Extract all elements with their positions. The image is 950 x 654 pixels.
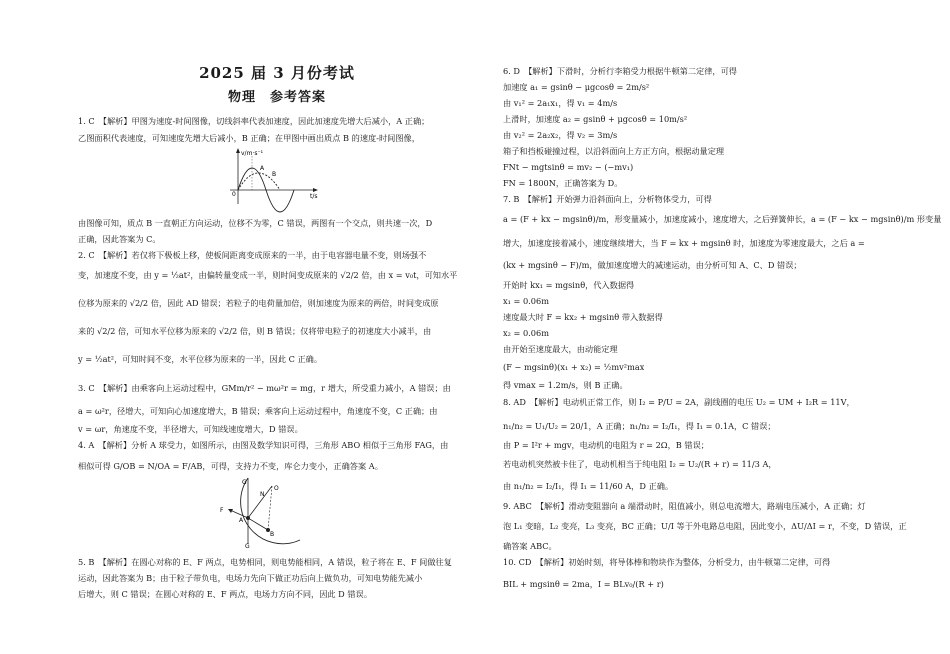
right-line: 6. D 【解析】下滑时，分析行李箱受力根据牛顿第二定律，可得 (503, 66, 737, 76)
page-subtitle: 物理 参考答案 (227, 90, 326, 105)
right-line: FNt − mgtsinθ = mv₂ − (−mv₁) (503, 162, 634, 172)
left-line: 由图像可知，质点 B 一直朝正方向运动，位移不为零，C 错误，两图有一个交点，则共速一次，D (78, 218, 433, 228)
fig2-label-a: A (239, 517, 244, 524)
right-line: 7. B 【解析】开始弹力沿斜面向上，分析物体受力，可得 (503, 194, 712, 204)
right-line: 由开始至速度最大，由动能定理 (503, 344, 618, 354)
right-line: a = (F + kx − mgsinθ)/m，形变量减小，加速度减小，速度增大，之后弹簧伸长，a = (F − kx − mgsinθ)/m 形变量 (503, 214, 942, 224)
left-line: 乙图面积代表速度，可知速度先增大后减小，B 正确；在甲图中画出质点 B 的速度-时间图像， (78, 133, 420, 143)
velocity-time-figure (228, 146, 328, 216)
right-line: 确答案 ABC。 (503, 541, 557, 551)
left-line: 3. C 【解析】由乘客向上运动过程中，GMm/r² − mω²r = mg，r 增大，所受重力减小，A 错误；由 (78, 383, 451, 393)
left-line: 正确，因此答案为 C。 (78, 234, 161, 244)
right-line: (F − mgsinθ)(x₁ + x₂) = ½mv²max (503, 362, 645, 372)
left-line: y = ½at²，可知时间不变，水平位移为原来的一半，因此 C 正确。 (78, 354, 323, 364)
right-line: 加速度 a₁ = gsinθ − μgcosθ = 2m/s² (503, 82, 650, 92)
fig1-origin: 0 (232, 191, 236, 198)
left-line: 来的 √2/2 倍，可知水平位移为原来的 √2/2 倍，则 B 错误；仅将带电粒子的初速度大小减半，由 (78, 326, 432, 336)
right-line: (kx + mgsinθ − F)/m，做加速度增大的减速运动，由分析可知 A、C、D 错误； (503, 260, 802, 270)
right-line: BIL + mgsinθ = 2ma，I = BLv₀/(R + r) (503, 579, 664, 589)
fig2-label-g-top: G (242, 479, 247, 486)
fig2-label-n: N (260, 491, 265, 498)
right-line: x₂ = 0.06m (503, 328, 549, 338)
right-line: 由 n₁/n₂ = I₂/I₁，得 I₁ = 11/60 A，D 正确。 (503, 481, 674, 491)
page-title: 2025 届 3 月份考试 (199, 64, 355, 82)
left-line: 后增大，则 C 错误；在圆心对称的 E、F 两点，电场力方向不同，因此 D 错误。 (78, 589, 372, 599)
left-line: 1. C 【解析】甲图为速度-时间图像，切线斜率代表加速度，因此加速度先增大后减小，A 正确； (78, 116, 430, 126)
fig2-label-o: O (274, 485, 279, 492)
force-diagram-figure (210, 474, 330, 548)
right-line: 速度最大时 F = kx₂ + mgsinθ 带入数据得 (503, 312, 663, 322)
right-line: 由 P = I²r + mgv，电动机的电阻为 r = 2Ω，B 错误； (503, 440, 709, 450)
right-line: 由 v₂² = 2a₂x₂，得 v₂ = 3m/s (503, 130, 618, 140)
right-line: 上滑时，加速度 a₂ = gsinθ + μgcosθ = 10m/s² (503, 114, 688, 124)
fig1-xlabel: t/s (310, 193, 318, 200)
right-line: 由 v₁² = 2a₁x₁，得 v₁ = 4m/s (503, 98, 618, 108)
left-line: 变，加速度不变，由 y = ½at²，由偏转量变成一半，则时间变成原来的 √2/2 倍，由 x = v₀t，可知水平 (78, 270, 458, 280)
right-line: n₁/n₂ = U₁/U₂ = 20/1，A 正确；n₁/n₂ = I₂/I₁，得 I₁ = 0.1A，C 错误； (503, 421, 776, 431)
right-line: 9. ABC 【解析】滑动变阻器向 a 端滑动时，阻值减小，则总电流增大，路端电压减小，A 正确；灯 (503, 501, 866, 511)
left-line: 运动，因此答案为 B；由于粒子带负电，电场力先向下做正功后向上做负功，可知电势能先减小 (78, 573, 423, 583)
fig1-label-a: A (260, 165, 265, 172)
left-line: 2. C 【解析】若仅将下极板上移，使板间距离变成原来的一半，由于电容器电量不变，则场强不 (78, 250, 427, 260)
right-line: 增大，加速度接着减小，速度继续增大，当 F = kx + mgsinθ 时，加速度为零速度最大，之后 a = (503, 238, 865, 248)
left-line: 4. A 【解析】分析 A 球受力，如图所示，由图及数学知识可得，三角形 ABO 相似于三角形 FAG，由 (78, 440, 449, 450)
right-line: 泡 L₁ 变暗，L₂ 变亮，L₃ 变亮，BC 正确；U/I 等于外电路总电阻，因此变小，ΔU/ΔI = r，不变，D 错误，正 (503, 521, 907, 531)
right-line: 若电动机突然被卡住了，电动机相当于纯电阻 I₂ = U₂/(R + r) = 11/3 A， (503, 459, 777, 469)
right-line: 8. AD 【解析】电动机正常工作，则 I₂ = P/U = 2A，副线圈的电压 U₂ = UM + I₂R = 11V， (503, 397, 855, 407)
fig1-ylabel: v/m·s⁻¹ (241, 150, 264, 157)
right-line: 10. CD 【解析】初始时刻，将导体棒和物块作为整体，分析受力，由牛顿第二定律，可得 (503, 557, 831, 567)
fig2-label-b: B (270, 531, 275, 538)
left-line: 位移为原来的 √2/2 倍，因此 AD 错误；若粒子的电荷量加倍，则加速度为原来的两倍，时间变成原 (78, 298, 439, 308)
right-line: 得 vmax = 1.2m/s，则 B 正确。 (503, 380, 628, 390)
fig2-label-f: F (220, 507, 224, 514)
right-line: FN = 1800N，正确答案为 D。 (503, 178, 623, 188)
left-line: 5. B 【解析】在圆心对称的 E、F 两点，电势相同，则电势能相同，A 错误，粒子将在 E、F 间做往复 (78, 557, 452, 567)
left-line: a = ω²r，径增大，可知向心加速度增大，B 错误；乘客向上运动过程中，角速度不变，C 正确；由 (78, 406, 438, 416)
fig2-label-g-bottom: G (245, 543, 250, 548)
fig1-label-b: B (272, 171, 277, 178)
left-line: 相似可得 G/OB = N/OA = F/AB，可得，支持力不变，库仑力变小，正确答案 A。 (78, 461, 383, 471)
left-line: v = ωr，角速度不变，半径增大，可知线速度增大，D 错误。 (78, 424, 303, 434)
right-line: 箱子和挡板碰撞过程，以沿斜面向上方正方向，根据动量定理 (503, 146, 725, 156)
right-line: 开始时 kx₁ = mgsinθ，代入数据得 (503, 280, 635, 290)
right-line: x₁ = 0.06m (503, 296, 549, 306)
